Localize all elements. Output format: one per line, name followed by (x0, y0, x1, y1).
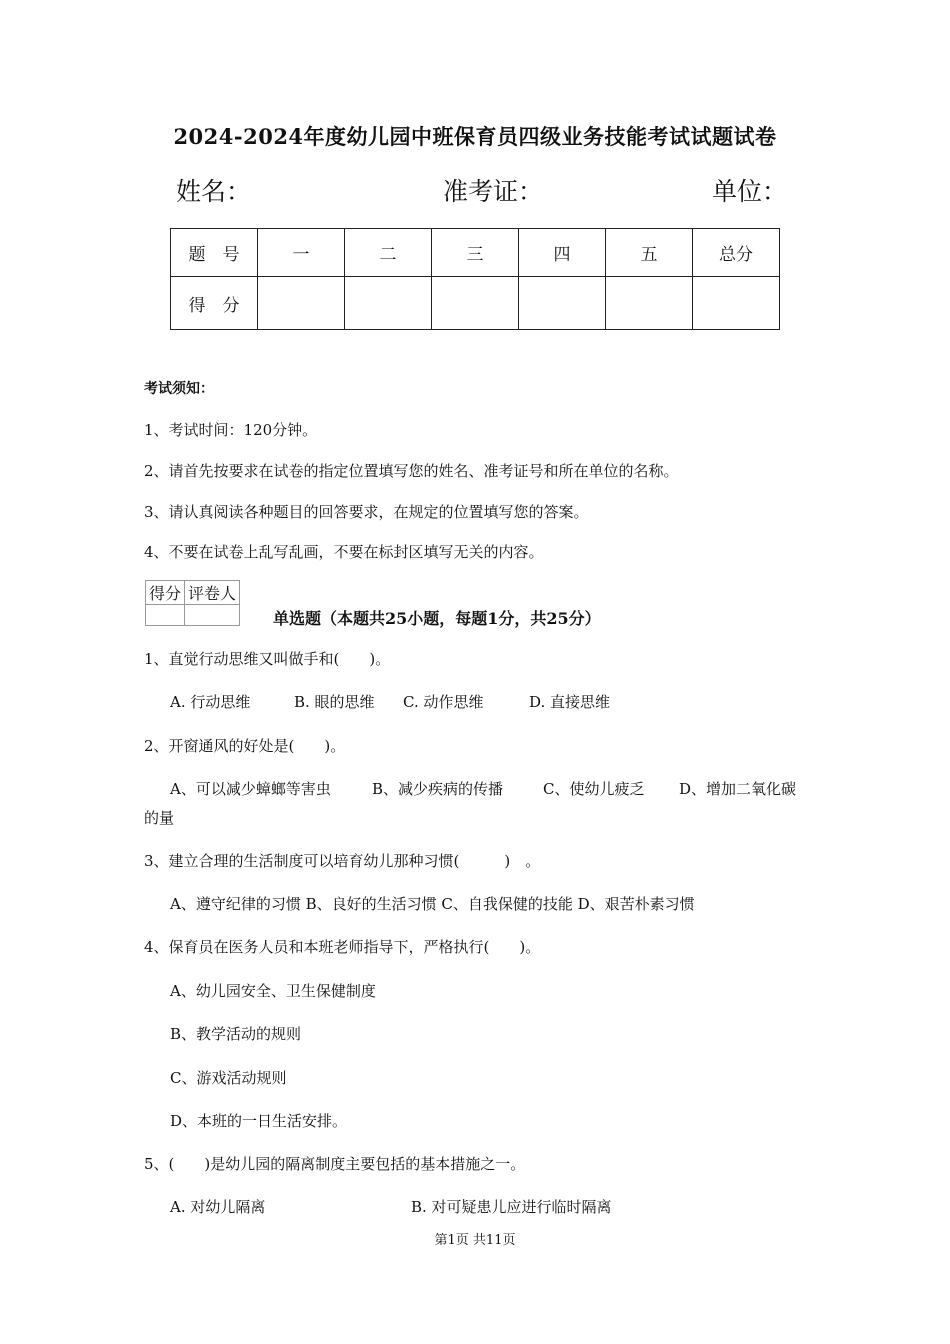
question-4-option-d: D、本班的一日生活安排。 (170, 1112, 348, 1130)
unit-field-label: 单位： (712, 177, 788, 206)
question-3-options: A、遵守纪律的习惯 B、良好的生活习惯 C、自我保健的技能 D、艰苦朴素习惯 (170, 895, 695, 913)
question-4-option-a: A、幼儿园安全、卫生保健制度 (170, 982, 376, 1000)
score-cell[interactable] (345, 277, 432, 330)
grader-score-cell[interactable] (146, 605, 185, 626)
score-table-header-cell: 三 (432, 229, 519, 277)
score-cell[interactable] (258, 277, 345, 330)
score-table-header-cell: 四 (519, 229, 606, 277)
score-table-row-label: 得 分 (171, 277, 258, 330)
question-1-option-c: C. 动作思维 (403, 693, 484, 711)
grader-table (145, 580, 240, 626)
question-2-stem: 2、开窗通风的好处是( )。 (144, 737, 346, 755)
notice-title: 考试须知： (144, 381, 214, 397)
score-cell[interactable] (519, 277, 606, 330)
question-2-option-d: D、增加二氧化碳 (679, 780, 797, 798)
grader-reviewer-label: 评卷人 (185, 581, 240, 605)
question-1-option-a: A. 行动思维 (170, 693, 251, 711)
score-cell[interactable] (432, 277, 519, 330)
question-4-option-c: C、游戏活动规则 (170, 1069, 287, 1087)
question-5-option-b: B. 对可疑患儿应进行临时隔离 (411, 1198, 612, 1216)
question-2-option-d-continued: 的量 (144, 809, 175, 827)
page-footer: 第1页 共11页 (434, 1233, 516, 1248)
question-3-stem: 3、建立合理的生活制度可以培育幼儿那种习惯( ) 。 (144, 852, 541, 870)
page-title: 2024-2024年度幼儿园中班保育员四级业务技能考试试题试卷 (173, 124, 777, 149)
score-table-header-cell: 五 (606, 229, 693, 277)
score-cell[interactable] (693, 277, 780, 330)
notice-item: 1、考试时间：120分钟。 (144, 421, 318, 439)
question-2-option-a: A、可以减少蟑螂等害虫 (170, 780, 331, 798)
score-table-score-row (171, 277, 780, 330)
score-table-header-row (171, 229, 780, 277)
score-cell[interactable] (606, 277, 693, 330)
question-1-stem: 1、直觉行动思维又叫做手和( )。 (144, 650, 391, 668)
score-table-header-cell: 题 号 (171, 229, 258, 277)
exam-id-field-label: 准考证： (443, 177, 544, 206)
score-table-header-cell: 一 (258, 229, 345, 277)
name-field-label: 姓名： (176, 177, 252, 206)
question-4-option-b: B、教学活动的规则 (170, 1025, 302, 1043)
notice-item: 4、不要在试卷上乱写乱画，不要在标封区填写无关的内容。 (144, 543, 544, 561)
section-title: 单选题（本题共25小题，每题1分，共25分） (273, 609, 601, 628)
grader-reviewer-cell[interactable] (185, 605, 240, 626)
notice-item: 2、请首先按要求在试卷的指定位置填写您的姓名、准考证号和所在单位的名称。 (144, 462, 679, 480)
score-table-header-cell: 二 (345, 229, 432, 277)
score-table (170, 228, 780, 330)
notice-item: 3、请认真阅读各种题目的回答要求，在规定的位置填写您的答案。 (144, 503, 589, 521)
question-5-stem: 5、( )是幼儿园的隔离制度主要包括的基本措施之一。 (144, 1155, 526, 1173)
question-2-option-c: C、使幼儿疲乏 (543, 780, 645, 798)
question-5-option-a: A. 对幼儿隔离 (170, 1198, 266, 1216)
question-2-option-b: B、减少疾病的传播 (372, 780, 504, 798)
grader-score-label: 得分 (146, 581, 185, 605)
question-1-option-b: B. 眼的思维 (294, 693, 375, 711)
question-4-stem: 4、保育员在医务人员和本班老师指导下，严格执行( )。 (144, 938, 541, 956)
score-table-header-cell: 总分 (693, 229, 780, 277)
question-1-option-d: D. 直接思维 (529, 693, 611, 711)
